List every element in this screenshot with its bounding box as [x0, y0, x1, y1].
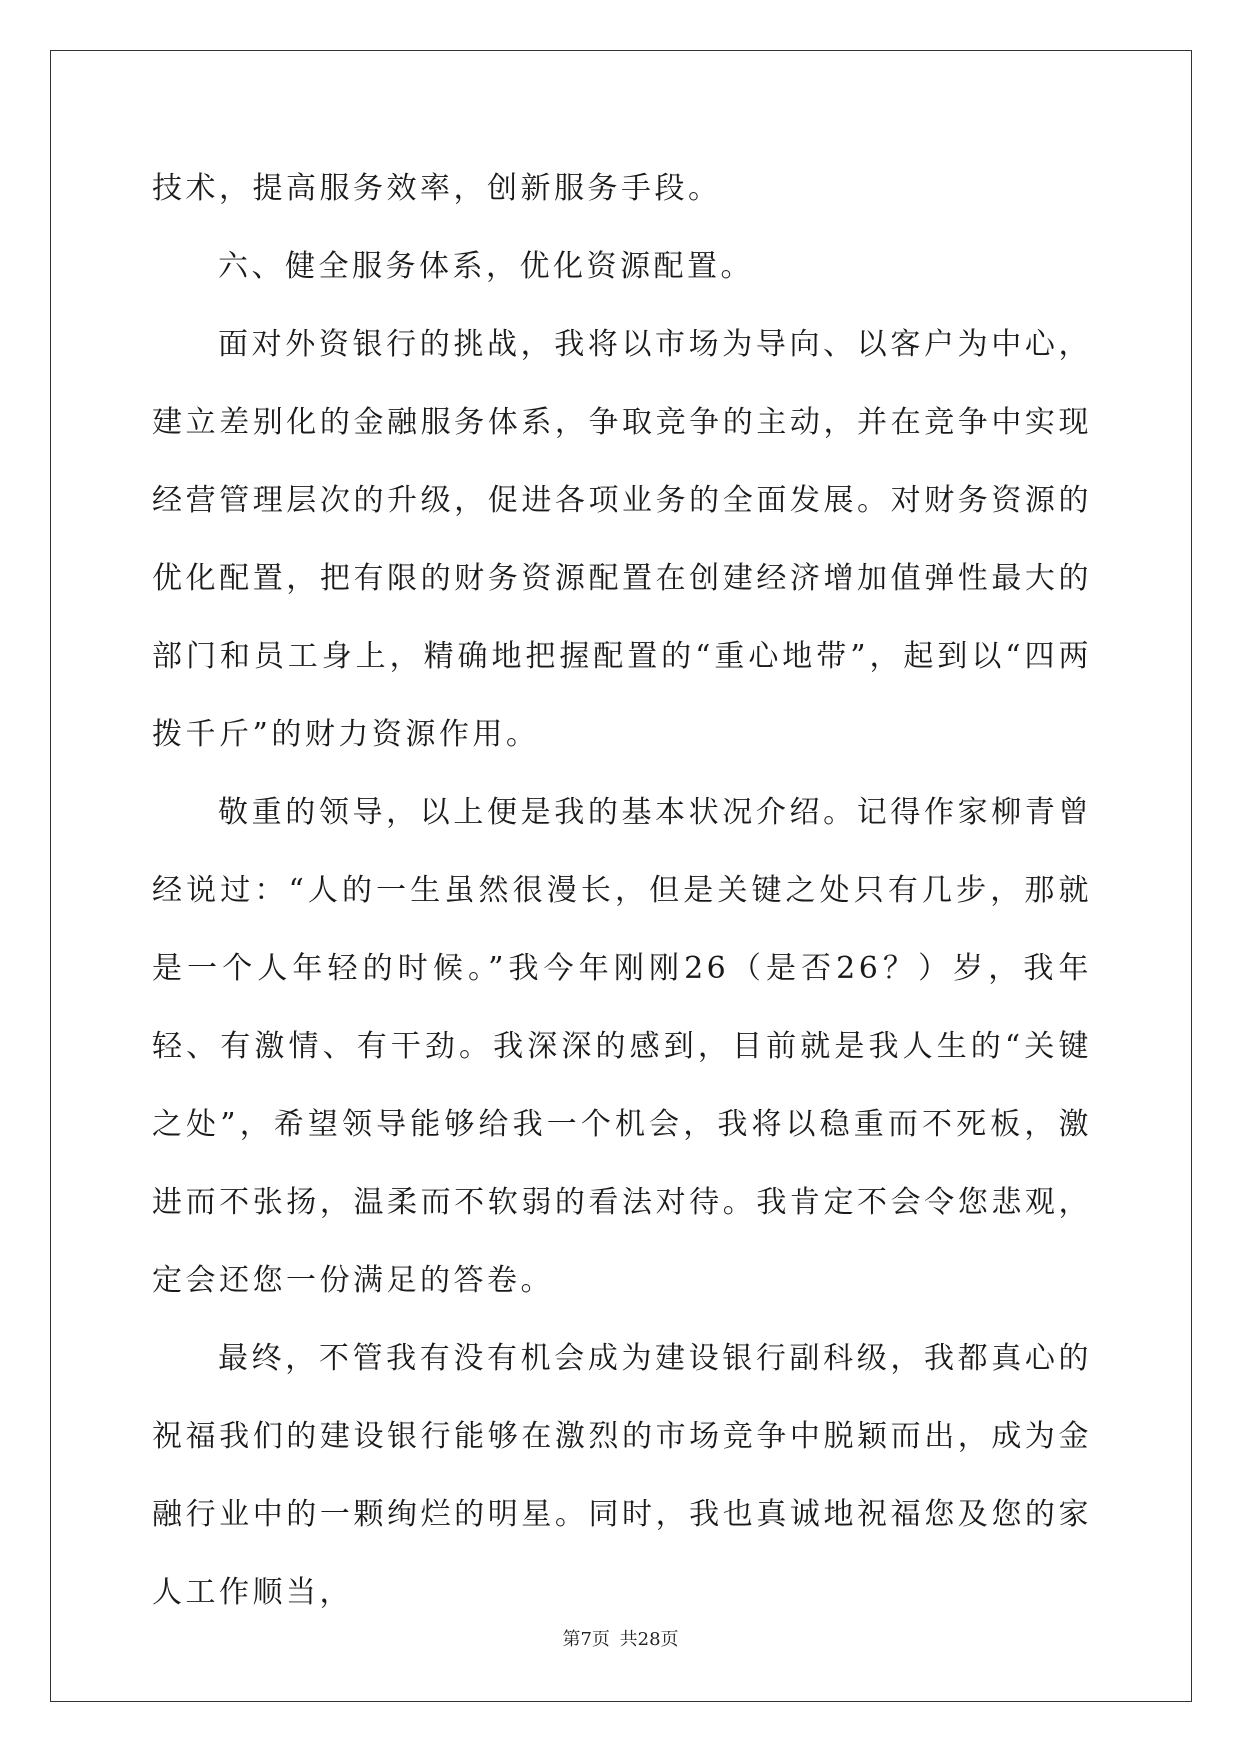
page-footer: [0, 1625, 1241, 1651]
document-body: [152, 150, 1092, 1632]
paragraph-4: 敬重的领导，以上便是我的基本状况介绍。记得作家柳青曾经说过：“人的一生虽然很漫长，但是关键之处只有几步，那就是一个人年轻的时候。”我今年刚刚26（是否26？）岁，我年轻、有激情、有干劲。我深深的感到，目前就是我人生的“关键之处”，希望领导能够给我一个机会，我将以稳重而不死板，激进而不张扬，温柔而不软弱的看法对待。我肯定不会令您悲观，定会还您一份满足的答卷。: [152, 795, 1092, 1298]
paragraph-5: 最终，不管我有没有机会成为建设银行副科级，我都真心的祝福我们的建设银行能够在激烈的市场竞争中脱颖而出，成为金融行业中的一颗绚烂的明星。同时，我也真诚地祝福您及您的家人工作顺当，: [152, 1341, 1092, 1610]
paragraph-3: 面对外资银行的挑战，我将以市场为导向、以客户为中心，建立差别化的金融服务体系，争取竞争的主动，并在竞争中实现经营管理层次的升级，促进各项业务的全面发展。对财务资源的优化配置，把有限的财务资源配置在创建经济增加值弹性最大的部门和员工身上，精确地把握配置的“重心地带”，起到以“四两拨千斤”的财力资源作用。: [152, 327, 1092, 752]
paragraph-2: 六、健全服务体系，优化资源配置。: [218, 249, 754, 284]
paragraph-1: 技术，提高服务效率，创新服务手段。: [152, 171, 722, 206]
total-pages: 共28页: [619, 1629, 679, 1650]
current-page-number: 第7页: [562, 1629, 610, 1650]
